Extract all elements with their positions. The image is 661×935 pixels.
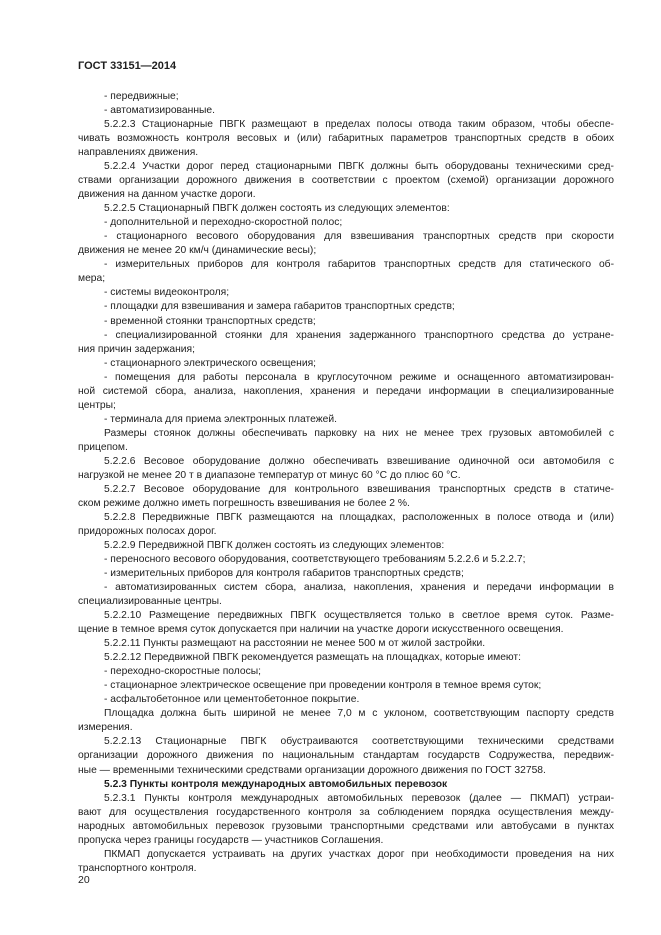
paragraph [78, 707, 614, 735]
text-line: - стационарного электрического освещения; [104, 357, 317, 369]
text-line: - переходно-скоростные полосы; [104, 666, 262, 678]
paragraph [78, 104, 614, 118]
paragraph [78, 693, 614, 707]
text-line: - помещения для работы персонала в круглосуточном режиме и оснащенного автоматизирован- [104, 371, 614, 383]
text-line: - стационарного весового оборудования для взвешивания транспортных средств при скорости [104, 231, 614, 243]
paragraph [78, 258, 614, 286]
text-line: нагрузкой не менее 20 т в диапазоне температур от минус 60 °С до плюс 60 °С. [78, 469, 461, 481]
paragraph [78, 567, 614, 581]
paragraph [78, 160, 614, 202]
text-line: движения не менее 20 км/ч (динамические весы); [78, 245, 317, 257]
text-line: 5.2.2.8 Передвижные ПВГК размещаются на площадках, расположенных в полосе отвода и (или) [104, 511, 614, 523]
text-line: 5.2.3.1 Пункты контроля международных автомобильных перевозок (далее — ПКМАП) устраи- [104, 792, 614, 804]
paragraph [78, 230, 614, 258]
text-line: - автоматизированные. [104, 105, 216, 117]
paragraph [78, 202, 614, 216]
paragraph [78, 300, 614, 314]
text-line: мера; [78, 273, 106, 285]
paragraph [78, 455, 614, 483]
paragraph [78, 427, 614, 455]
text-line: 5.2.2.10 Размещение передвижных ПВГК осуществляется только в светлое время суток. Разме- [104, 610, 614, 622]
paragraph [78, 286, 614, 300]
document-body [78, 90, 614, 876]
text-line: - автоматизированных систем сбора, анализа, накопления, хранения и передачи информации в [104, 582, 614, 594]
paragraph [78, 637, 614, 651]
paragraph [78, 735, 614, 777]
text-line: 5.2.3 Пункты контроля международных автомобильных перевозок [104, 778, 448, 790]
paragraph [78, 413, 614, 427]
text-line: 5.2.2.7 Весовое оборудование для контрольного взвешивания транспортных средств в статиче- [104, 483, 614, 495]
document-standard-header: ГОСТ 33151—2014 [78, 60, 177, 72]
text-line: центры; [78, 399, 116, 411]
text-line: - асфальтобетонное или цементобетонное покрытие. [104, 694, 360, 706]
paragraph [78, 329, 614, 357]
paragraph [78, 90, 614, 104]
text-line: чивать возможность контроля весовых и (или) габаритных параметров транспортных средств в обоих [78, 133, 614, 145]
paragraph [78, 848, 614, 876]
text-line: ные — временными техническими средствами организации дорожного движения по ГОСТ 32758. [78, 764, 546, 776]
text-line: - площадки для взвешивания и замера габаритов транспортных средств; [104, 301, 455, 313]
text-line: специализированные центры. [78, 596, 222, 608]
text-line: - дополнительной и переходно-скоростной полос; [104, 217, 343, 229]
paragraph [78, 216, 614, 230]
paragraph [78, 665, 614, 679]
paragraph [78, 371, 614, 413]
paragraph [78, 511, 614, 539]
text-line: 5.2.2.3 Стационарные ПВГК размещают в пределах полосы отвода таким образом, чтобы обеспе- [104, 119, 614, 131]
text-line: - переносного весового оборудования, соответствующего требованиям 5.2.2.6 и 5.2.2.7; [104, 554, 526, 566]
text-line: 5.2.2.11 Пункты размещают на расстоянии не менее 500 м от жилой застройки. [104, 638, 486, 650]
paragraph [78, 609, 614, 637]
text-line: движения на данном участке дороги. [78, 189, 256, 201]
text-line: - передвижные; [104, 91, 179, 102]
paragraph [78, 581, 614, 609]
text-line: - системы видеоконтроля; [104, 287, 230, 299]
text-line: 5.2.2.13 Стационарные ПВГК обустраиваются соответствующими техническими средствами [104, 736, 614, 748]
paragraph [78, 679, 614, 693]
text-line: 5.2.2.5 Стационарный ПВГК должен состоять из следующих элементов: [104, 203, 450, 215]
text-line: пропуска через границы государств — участников Соглашения. [78, 834, 384, 846]
text-line: - специализированной стоянки для хранения задержанного транспортного средства до устране- [104, 329, 614, 341]
text-line: - стационарное электрическое освещение при проведении контроля в темное время суток; [104, 680, 542, 692]
text-line: транспортного контроля. [78, 862, 197, 874]
paragraph [78, 539, 614, 553]
paragraph [78, 792, 614, 848]
paragraph [78, 118, 614, 160]
text-line: - терминала для приема электронных платежей. [104, 413, 337, 425]
text-line: - измерительных приборов для контроля габаритов транспортных средств для статического об- [104, 259, 614, 271]
paragraph [78, 553, 614, 567]
text-line: - временной стоянки транспортных средств; [104, 315, 316, 327]
page-number: 20 [78, 874, 90, 886]
section-heading [78, 778, 614, 792]
text-line: народных автомобильных перевозок грузовыми транспортными средствами или автобусами в пунктах [78, 820, 614, 832]
text-line: ПКМАП допускается устраивать на других участках дорог при необходимости проведения на них [104, 848, 614, 860]
text-line: Размеры стоянок должны обеспечивать парковку на них не менее трех грузовых автомобилей с [104, 427, 614, 439]
text-line: прицепом. [78, 441, 128, 453]
text-line: 5.2.2.12 Передвижной ПВГК рекомендуется размещать на площадках, которые имеют: [104, 652, 521, 664]
text-line: измерения. [78, 722, 133, 734]
text-line: ствами организации дорожного движения в соответствии с проектом (схемой) организации дорожного [78, 175, 614, 187]
text-line: вают для осуществления государственного контроля за соблюдением порядка осуществления между- [78, 806, 614, 818]
text-line: щение в темное время суток допускается при наличии на участке дороги искусственного освещения. [78, 624, 564, 636]
text-line: ной системой сбора, анализа, накопления, хранения и передачи информации в специализированные [78, 385, 614, 397]
text-line: Площадка должна быть шириной не менее 7,0 м с уклоном, соответствующим паспорту средств [104, 708, 614, 720]
text-line: направлениях движения. [78, 147, 199, 159]
text-line: 5.2.2.6 Весовое оборудование должно обеспечивать взвешивание одиночной оси автомобиля с [104, 455, 614, 467]
text-line: 5.2.2.9 Передвижной ПВГК должен состоять из следующих элементов: [104, 540, 445, 551]
paragraph [78, 357, 614, 371]
text-line: организации дорожного движения по национальным стандартам государств Содружества, передвиж- [78, 750, 614, 762]
text-line: - измерительных приборов для контроля габаритов транспортных средств; [104, 568, 464, 580]
paragraph [78, 483, 614, 511]
paragraph [78, 315, 614, 329]
paragraph [78, 651, 614, 665]
text-line: ния причин задержания; [78, 343, 195, 355]
text-line: придорожных полосах дорог. [78, 525, 217, 537]
text-line: 5.2.2.4 Участки дорог перед стационарными ПВГК должны быть оборудованы техническими сред- [104, 161, 614, 173]
text-line: ском режиме должно иметь погрешность взвешивания не более 2 %. [78, 497, 410, 509]
